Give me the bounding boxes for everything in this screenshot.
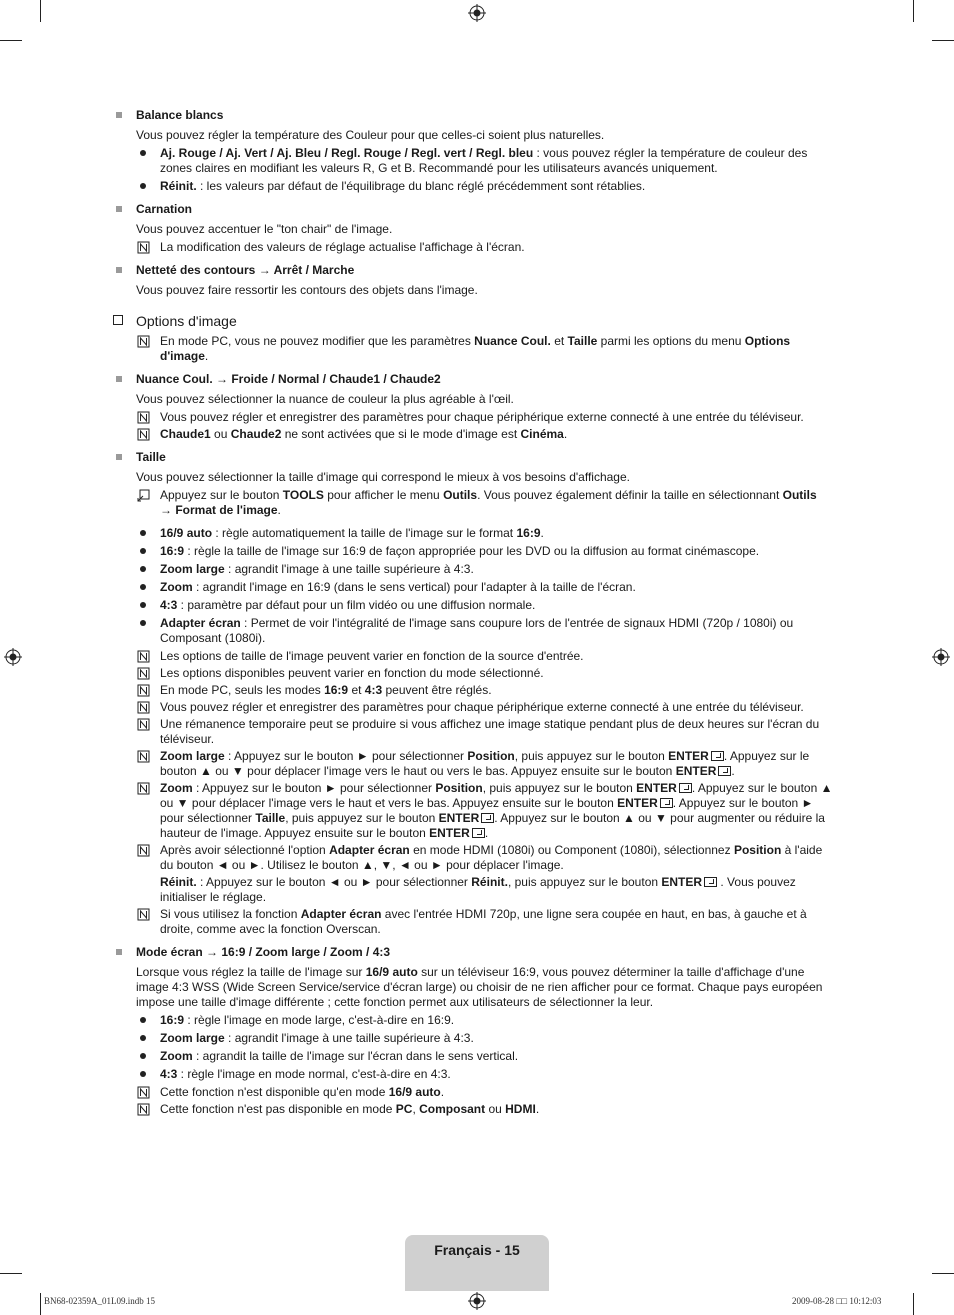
crop-mark — [40, 0, 41, 22]
note: Vous pouvez régler et enregistrer des paramètres pour chaque périphérique externe connecté à une entrée du téléviseur. — [112, 410, 838, 425]
print-file-info: BN68-02359A_01L09.indb 15 — [44, 1296, 155, 1306]
note: En mode PC, seuls les modes 16:9 et 4:3 peuvent être réglés. — [112, 683, 838, 698]
list-item: Zoom : agrandit la taille de l'image sur l'écran dans le sens vertical. — [112, 1049, 838, 1064]
enter-icon — [472, 828, 485, 838]
crop-mark — [932, 1273, 954, 1274]
note: Si vous utilisez la fonction Adapter écran avec l'entrée HDMI 720p, une ligne sera coupée en haut, en bas, à gauche et à droite, comme avec la fonction Overscan. — [112, 907, 838, 937]
note-continuation: Réinit. : Appuyez sur le bouton ◄ ou ► pour sélectionner Réinit., puis appuyez sur le bouton ENTER . Vous pouvez initialiser le réglage. — [160, 875, 796, 904]
list-item: Aj. Rouge / Aj. Vert / Aj. Bleu / Regl. Rouge / Regl. vert / Regl. bleu : vous pouvez régler la température de couleur des zones claires en modifiant les valeurs R, G et B. Recommandé pour les utilisateurs avancés uniquement. — [112, 146, 838, 176]
note: En mode PC, vous ne pouvez modifier que les paramètres Nuance Coul. et Taille parmi les options du menu Options d'image. — [112, 334, 838, 364]
list-item: Adapter écran : Permet de voir l'intégralité de l'image sans coupure lors de l'entrée de signaux HDMI (720p / 1080i) ou Composant (1080i). — [112, 616, 838, 646]
bullet-icon — [140, 584, 146, 590]
square-bullet-icon — [116, 206, 122, 212]
note-icon — [137, 335, 150, 348]
note: Une rémanence temporaire peut se produire si vous affichez une image statique pendant plus de deux heures sur l'écran du téléviseur. — [112, 717, 838, 747]
print-date-info: 2009-08-28 □□ 10:12:03 — [792, 1296, 882, 1306]
note-icon — [137, 844, 150, 857]
note: Zoom : Appuyez sur le bouton ► pour sélectionner Position, puis appuyez sur le bouton ENTER . Appuyez sur le bouton ▲ ou ▼ pour déplacer l'image vers le haut et vers le bas. Appuyez ensuite sur le bouton ENTER . Appuyez sur le bouton ► pour sélectionner Taille, puis appuyez sur le bouton ENTER . Appuyez sur le bouton ▲ ou ▼ pour augmenter ou réduire la hauteur de l'image. Appuyez ensuite sur le bouton ENTER . — [112, 781, 838, 841]
square-bullet-icon — [116, 949, 122, 955]
note: Chaude1 ou Chaude2 ne sont activées que si le mode d'image est Cinéma. — [112, 427, 838, 442]
list-item: 16:9 : règle la taille de l'image sur 16:9 de façon appropriée pour les DVD ou la diffusion au format cinémascope. — [112, 544, 838, 559]
section-heading-nuance: Nuance Coul. → Froide / Normal / Chaude1 / Chaude2 — [112, 372, 838, 387]
square-bullet-icon — [116, 376, 122, 382]
list-item: 4:3 : paramètre par défaut pour un film vidéo ou une diffusion normale. — [112, 598, 838, 613]
chapter-heading-options: Options d'image — [112, 312, 838, 330]
section-heading-balance: Balance blancs — [112, 108, 838, 123]
note: Les options disponibles peuvent varier en fonction du mode sélectionné. — [112, 666, 838, 681]
note: Cette fonction n'est disponible qu'en mode 16/9 auto. — [112, 1085, 838, 1100]
note: Après avoir sélectionné l'option Adapter écran en mode HDMI (1080i) ou Component (1080i), sélectionnez Position à l'aide du bouton ◄ ou ►. Utilisez le bouton ▲, ▼, ◄ ou ► pour déplacer l'image. — [112, 843, 838, 873]
taille-options-list — [112, 526, 838, 646]
note-icon — [137, 241, 150, 254]
note: Vous pouvez régler et enregistrer des paramètres pour chaque périphérique externe connecté à une entrée du téléviseur. — [112, 700, 838, 715]
manual-content — [112, 108, 838, 1119]
note-icon — [137, 650, 150, 663]
paragraph: Vous pouvez sélectionner la taille d'image qui correspond le mieux à vos besoins d'affichage. — [136, 470, 630, 484]
note: Cette fonction n'est pas disponible en mode PC, Composant ou HDMI. — [112, 1102, 838, 1117]
bullet-icon — [140, 183, 146, 189]
registration-mark-icon — [468, 1292, 486, 1310]
crop-mark — [0, 1273, 22, 1274]
bullet-icon — [140, 1017, 146, 1023]
square-bullet-icon — [116, 454, 122, 460]
note-icon — [137, 1103, 150, 1116]
square-bullet-icon — [116, 267, 122, 273]
list-item: 16:9 : règle l'image en mode large, c'est-à-dire en 16:9. — [112, 1013, 838, 1028]
bullet-icon — [140, 530, 146, 536]
section-heading-taille: Taille — [112, 450, 838, 465]
list-item: 4:3 : règle l'image en mode normal, c'est-à-dire en 4:3. — [112, 1067, 838, 1082]
note-icon — [137, 718, 150, 731]
list-item: Réinit. : les valeurs par défaut de l'équilibrage du blanc réglé précédemment sont rétablies. — [112, 179, 838, 194]
bullet-icon — [140, 602, 146, 608]
note-icon — [137, 782, 150, 795]
checkbox-square-icon — [113, 315, 123, 325]
enter-icon — [481, 813, 494, 823]
note-icon — [137, 908, 150, 921]
enter-icon — [711, 751, 724, 761]
bullet-icon — [140, 548, 146, 554]
note: Les options de taille de l'image peuvent varier en fonction de la source d'entrée. — [112, 649, 838, 664]
note-icon — [137, 667, 150, 680]
note-icon — [137, 1086, 150, 1099]
registration-mark-icon — [932, 648, 950, 666]
enter-icon — [660, 798, 673, 808]
bullet-icon — [140, 1071, 146, 1077]
list-item: Zoom : agrandit l'image en 16:9 (dans le sens vertical) pour l'adapter à la taille de l'écran. — [112, 580, 838, 595]
section-heading-mode-ecran: Mode écran → 16:9 / Zoom large / Zoom / 4:3 — [112, 945, 838, 960]
tools-icon — [137, 489, 150, 502]
bullet-icon — [140, 150, 146, 156]
paragraph: Vous pouvez régler la température des Couleur pour que celles-ci soient plus naturelles. — [136, 128, 605, 142]
note-icon — [137, 411, 150, 424]
note-icon — [137, 684, 150, 697]
note-icon — [137, 701, 150, 714]
section-heading-carnation: Carnation — [112, 202, 838, 217]
crop-mark — [0, 40, 22, 41]
crop-mark — [913, 1293, 914, 1315]
bullet-icon — [140, 620, 146, 626]
crop-mark — [932, 40, 954, 41]
enter-icon — [718, 766, 731, 776]
tools-note: Appuyez sur le bouton TOOLS pour afficher le menu Outils. Vous pouvez également définir la taille en sélectionnant Outils → Format de l'image. — [112, 488, 838, 518]
bullet-icon — [140, 566, 146, 572]
mode-options-list — [112, 1013, 838, 1082]
note: Zoom large : Appuyez sur le bouton ► pour sélectionner Position, puis appuyez sur le bouton ENTER . Appuyez sur le bouton ▲ ou ▼ pour déplacer l'image vers le haut ou vers le bas. Appuyez ensuite sur le bouton ENTER . — [112, 749, 838, 779]
paragraph: Vous pouvez accentuer le "ton chair" de l'image. — [136, 222, 393, 236]
paragraph: Vous pouvez faire ressortir les contours des objets dans l'image. — [136, 283, 478, 297]
bullet-icon — [140, 1035, 146, 1041]
paragraph: Vous pouvez sélectionner la nuance de couleur la plus agréable à l'œil. — [136, 392, 514, 406]
bullet-icon — [140, 1053, 146, 1059]
crop-mark — [913, 0, 914, 22]
note-icon — [137, 428, 150, 441]
page-number: Français - 15 — [434, 1242, 520, 1258]
note: La modification des valeurs de réglage actualise l'affichage à l'écran. — [112, 240, 838, 255]
note-icon — [137, 750, 150, 763]
enter-icon — [679, 783, 692, 793]
enter-icon — [704, 877, 717, 887]
list-item: 16/9 auto : règle automatiquement la taille de l'image sur le format 16:9. — [112, 526, 838, 541]
crop-mark — [40, 1293, 41, 1315]
square-bullet-icon — [116, 112, 122, 118]
list-item: Zoom large : agrandit l'image à une taille supérieure à 4:3. — [112, 562, 838, 577]
registration-mark-icon — [468, 4, 486, 22]
paragraph: Lorsque vous réglez la taille de l'image sur 16/9 auto sur un téléviseur 16:9, vous pouvez déterminer la taille d'affichage d'une image 4:3 WSS (Wide Screen Service/service d'écran large) ou choisir de ne rien afficher pour ce format. Chaque pays européen impose une taille d'image différente ; cette fonction permet aux utilisateurs de sélectionner la leur. — [136, 965, 823, 1009]
section-heading-nettete: Netteté des contours → Arrêt / Marche — [112, 263, 838, 278]
registration-mark-icon — [4, 648, 22, 666]
list-item: Zoom large : agrandit l'image à une taille supérieure à 4:3. — [112, 1031, 838, 1046]
